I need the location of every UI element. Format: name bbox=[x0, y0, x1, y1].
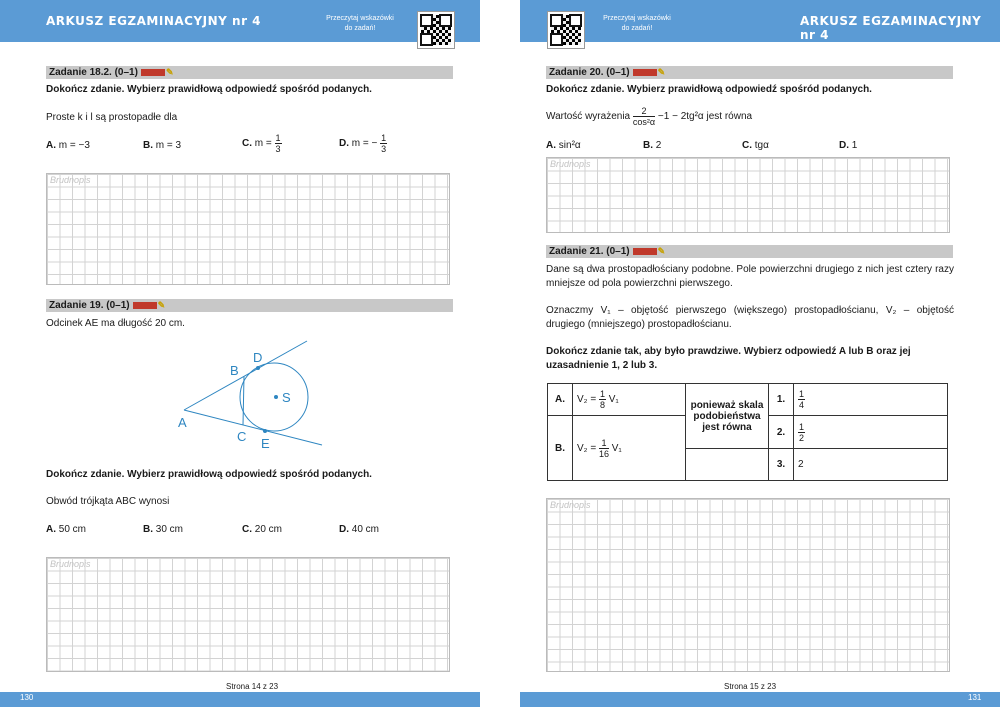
task-18-instruction: Dokończ zdanie. Wybierz prawidłową odpowiedź spośród podanych. bbox=[46, 84, 372, 95]
answer-a[interactable]: A. 50 cm bbox=[46, 524, 87, 535]
point-label-a: A bbox=[178, 415, 187, 430]
reason-1[interactable]: 1. bbox=[769, 384, 794, 416]
option-b-value[interactable]: V₂ = $\frac{1}{16}$ V₁ bbox=[573, 416, 686, 481]
task-18-stem: Proste k i l są prostopadłe dla bbox=[46, 112, 178, 123]
answer-c[interactable]: C. m = $\frac{1}{3}$ bbox=[242, 133, 281, 154]
task-21-paragraph-1: Dane są dwa prostopadłościany podobne. Pole powierzchni drugiego z nich jest cztery razy mniejsze od pola powierzchni pierwszego. bbox=[546, 264, 954, 289]
footer-bar-left bbox=[0, 692, 480, 707]
tangent-circle-diagram bbox=[170, 335, 340, 455]
answer-a[interactable]: A. sin²α bbox=[546, 140, 581, 151]
reason-text: ponieważ skala podobieństwa jest równa bbox=[686, 384, 769, 449]
reason-1-value[interactable]: $\frac{1}{4}$ bbox=[794, 384, 948, 416]
reason-3[interactable]: 3. bbox=[769, 449, 794, 481]
point-label-b: B bbox=[230, 363, 239, 378]
option-b[interactable]: B. bbox=[548, 416, 573, 481]
task-19-instruction: Dokończ zdanie. Wybierz prawidłową odpowiedź spośród podanych. bbox=[46, 469, 372, 480]
answer-b[interactable]: B. 30 cm bbox=[143, 524, 184, 535]
task-21-paragraph-2: Oznaczmy V₁ – objętość pierwszego (większego) prostopadłościanu, V₂ – objętość drugiego (mniejszego) prostopadłościanu. bbox=[546, 305, 954, 330]
option-a[interactable]: A. bbox=[548, 384, 573, 416]
points-tag-icon bbox=[133, 302, 157, 309]
reason-2[interactable]: 2. bbox=[769, 416, 794, 449]
page-counter-left: Strona 14 z 23 bbox=[226, 682, 279, 691]
task-21-answer-table bbox=[547, 383, 948, 481]
point-label-c: C bbox=[237, 429, 247, 444]
points-tag-icon bbox=[633, 248, 657, 255]
pencil-icon: ✎ bbox=[657, 245, 666, 256]
option-a-value[interactable]: V₂ = $\frac{1}{8}$ V₁ bbox=[573, 384, 686, 416]
point-label-d: D bbox=[253, 350, 263, 365]
qr-code-icon[interactable] bbox=[417, 11, 455, 49]
page-number-right: 131 bbox=[968, 693, 982, 702]
pencil-icon: ✎ bbox=[157, 299, 166, 310]
task-21-header: Zadanie 21. (0–1) ✎ bbox=[546, 245, 953, 258]
task-18-header: Zadanie 18.2. (0–1) ✎ bbox=[46, 66, 453, 79]
scratch-area[interactable]: Brudnopis bbox=[46, 173, 450, 285]
reason-spacer bbox=[686, 449, 769, 481]
qr-code-icon[interactable] bbox=[547, 11, 585, 49]
reason-2-value[interactable]: $\frac{1}{2}$ bbox=[794, 416, 948, 449]
page-counter-right: Strona 15 z 23 bbox=[724, 682, 777, 691]
task-19-question: Obwód trójkąta ABC wynosi bbox=[46, 496, 170, 507]
pencil-icon: ✎ bbox=[657, 66, 666, 77]
footer-bar-right bbox=[520, 692, 1000, 707]
points-tag-icon bbox=[633, 69, 657, 76]
answer-b[interactable]: B. 2 bbox=[643, 140, 662, 151]
pencil-icon: ✎ bbox=[165, 66, 174, 77]
page-number-left: 130 bbox=[20, 693, 34, 702]
scratch-area[interactable]: Brudnopis bbox=[46, 557, 450, 672]
task-20-header: Zadanie 20. (0–1) ✎ bbox=[546, 66, 953, 79]
task-21-instruction: Dokończ zdanie tak, aby było prawdziwe. Wybierz odpowiedź A lub B oraz jej uzasadnienie 1, 2 lub 3. bbox=[546, 346, 911, 371]
scratch-area[interactable]: Brudnopis bbox=[546, 157, 950, 233]
answer-a[interactable]: A. m = −3 bbox=[46, 140, 90, 151]
sheet-title-left: ARKUSZ EGZAMINACYJNY nr 4 bbox=[46, 14, 262, 28]
answer-c[interactable]: C. 20 cm bbox=[242, 524, 283, 535]
answer-d[interactable]: D. 1 bbox=[839, 140, 858, 151]
sheet-title-right: ARKUSZ EGZAMINACYJNY nr 4 bbox=[800, 14, 982, 42]
reason-3-value[interactable]: 2 bbox=[794, 449, 948, 481]
answer-d[interactable]: D. 40 cm bbox=[339, 524, 380, 535]
task-19-header: Zadanie 19. (0–1) ✎ bbox=[46, 299, 453, 312]
scratch-area[interactable]: Brudnopis bbox=[546, 498, 950, 672]
qr-note-left: Przeczytaj wskazówki do zadań! bbox=[326, 15, 394, 32]
answer-b[interactable]: B. m = 3 bbox=[143, 140, 182, 151]
answer-d[interactable]: D. m = − $\frac{1}{3}$ bbox=[339, 133, 387, 154]
answer-c[interactable]: C. tgα bbox=[742, 140, 769, 151]
point-label-e: E bbox=[261, 436, 270, 451]
task-20-stem: Wartość wyrażenia $\frac{2}{\text{cos²α}}$ −1 − 2tg²α jest równa bbox=[546, 106, 753, 127]
point-label-s: S bbox=[282, 390, 291, 405]
task-19-stem: Odcinek AE ma długość 20 cm. bbox=[46, 318, 185, 329]
task-20-instruction: Dokończ zdanie. Wybierz prawidłową odpowiedź spośród podanych. bbox=[546, 84, 872, 95]
points-tag-icon bbox=[141, 69, 165, 76]
qr-note-right: Przeczytaj wskazówki do zadań! bbox=[603, 15, 671, 32]
